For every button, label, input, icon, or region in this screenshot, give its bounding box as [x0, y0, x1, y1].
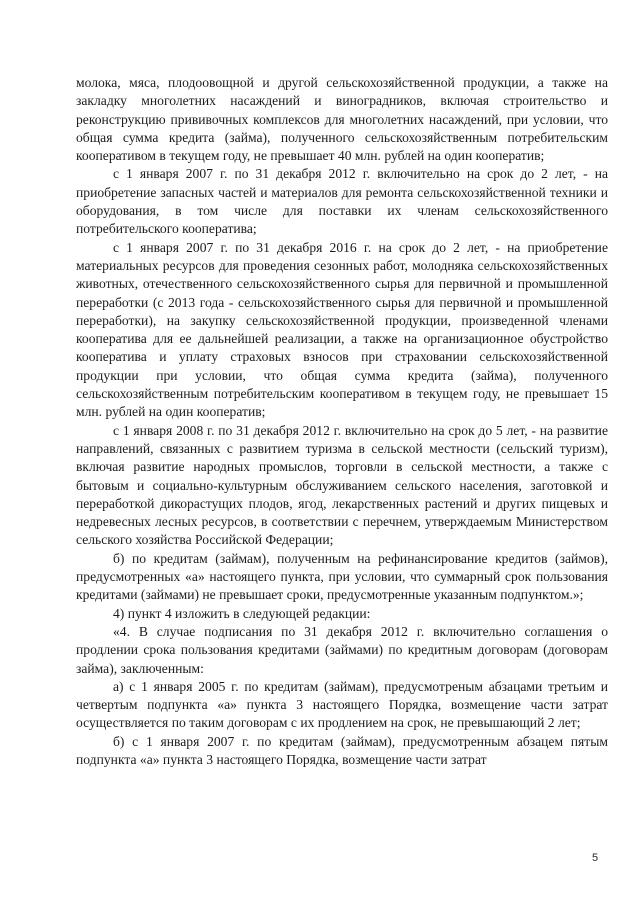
- paragraph-continuation: молока, мяса, плодоовощной и другой сельскохозяйственной продукции, а также на закладку многолетних насаждений и виноградников, включая строительство и реконструкцию прививочных комплексов для многолетних насаждений, при условии, что общая сумма кредита (займа), полученного сельскохозяйственным потребительским кооперативом в текущем году, не превышает 40 млн. рублей на один кооператив;: [76, 75, 608, 164]
- page-number: 5: [592, 852, 599, 864]
- paragraph-rural-tourism: с 1 января 2008 г. по 31 декабря 2012 г. включительно на срок до 5 лет, - на развитие направлений, связанных с развитием туризма в сельской местности (сельский туризм), включая развитие народных промыслов, торговли в сельской местности, а также с бытовым и социально-культурным обслуживанием сельского населения, заготовкой и переработкой дикорастущих плодов, ягод, лекарственных растений и других пищевых и недревесных лесных ресурсов, в соответствии с перечнем, утверждаемым Министерством сельского хозяйства Российской Федерации;: [76, 422, 608, 548]
- paragraph-item-4-text: «4. В случае подписания по 31 декабря 2012 г. включительно соглашения о продлении срока пользования кредитами (займами) по кредитным договорам (договорам займа), заключенным:: [76, 623, 608, 676]
- paragraph-item-4-heading: 4) пункт 4 изложить в следующей редакции:: [113, 605, 371, 621]
- document-body: [76, 74, 608, 769]
- paragraph-subitem-a: а) с 1 января 2005 г. по кредитам (займам), предусмотреным абзацами третьим и четвертым подпункта «а» пункта 3 настоящего Порядка, возмещение части затрат осуществляется по таким договорам с их продлением на срок, не превышающий 2 лет;: [76, 678, 608, 731]
- paragraph-refinancing: б) по кредитам (займам), полученным на рефинансирование кредитов (займов), предусмотренных «а» настоящего пункта, при условии, что суммарный срок пользования кредитами (займами) не превышает сроки, предусмотренные указанным подпунктом.»;: [76, 550, 608, 603]
- paragraph-spare-parts: с 1 января 2007 г. по 31 декабря 2012 г. включительно на срок до 2 лет, - на приобретение запасных частей и материалов для ремонта сельскохозяйственной техники и оборудования, в том числе для поставки их членам сельскохозяйственного потребительского кооператива;: [76, 166, 608, 237]
- paragraph-subitem-b: б) с 1 января 2007 г. по кредитам (займам), предусмотренным абзацем пятым подпункта «а» пункта 3 настоящего Порядка, возмещение части затрат: [76, 733, 608, 767]
- paragraph-material-resources: с 1 января 2007 г. по 31 декабря 2016 г. на срок до 2 лет, - на приобретение материальных ресурсов для проведения сезонных работ, молодняка сельскохозяйственных животных, отечественного сельскохозяйственного сырья для первичной и промышленной переработки (с 2013 года - сельскохозяйственного сырья для первичной и промышленной переработки), на закупку сельскохозяйственной продукции, произведенной членами кооператива для ее дальнейшей реализации, а также на организационное обустройство кооператива и уплату страховых взносов при страховании сельскохозяйственной продукции при условии, что общая сумма кредита (займа), полученного сельскохозяйственным потребительским кооперативом в текущем году, не превышает 15 млн. рублей на один кооператив;: [76, 239, 608, 420]
